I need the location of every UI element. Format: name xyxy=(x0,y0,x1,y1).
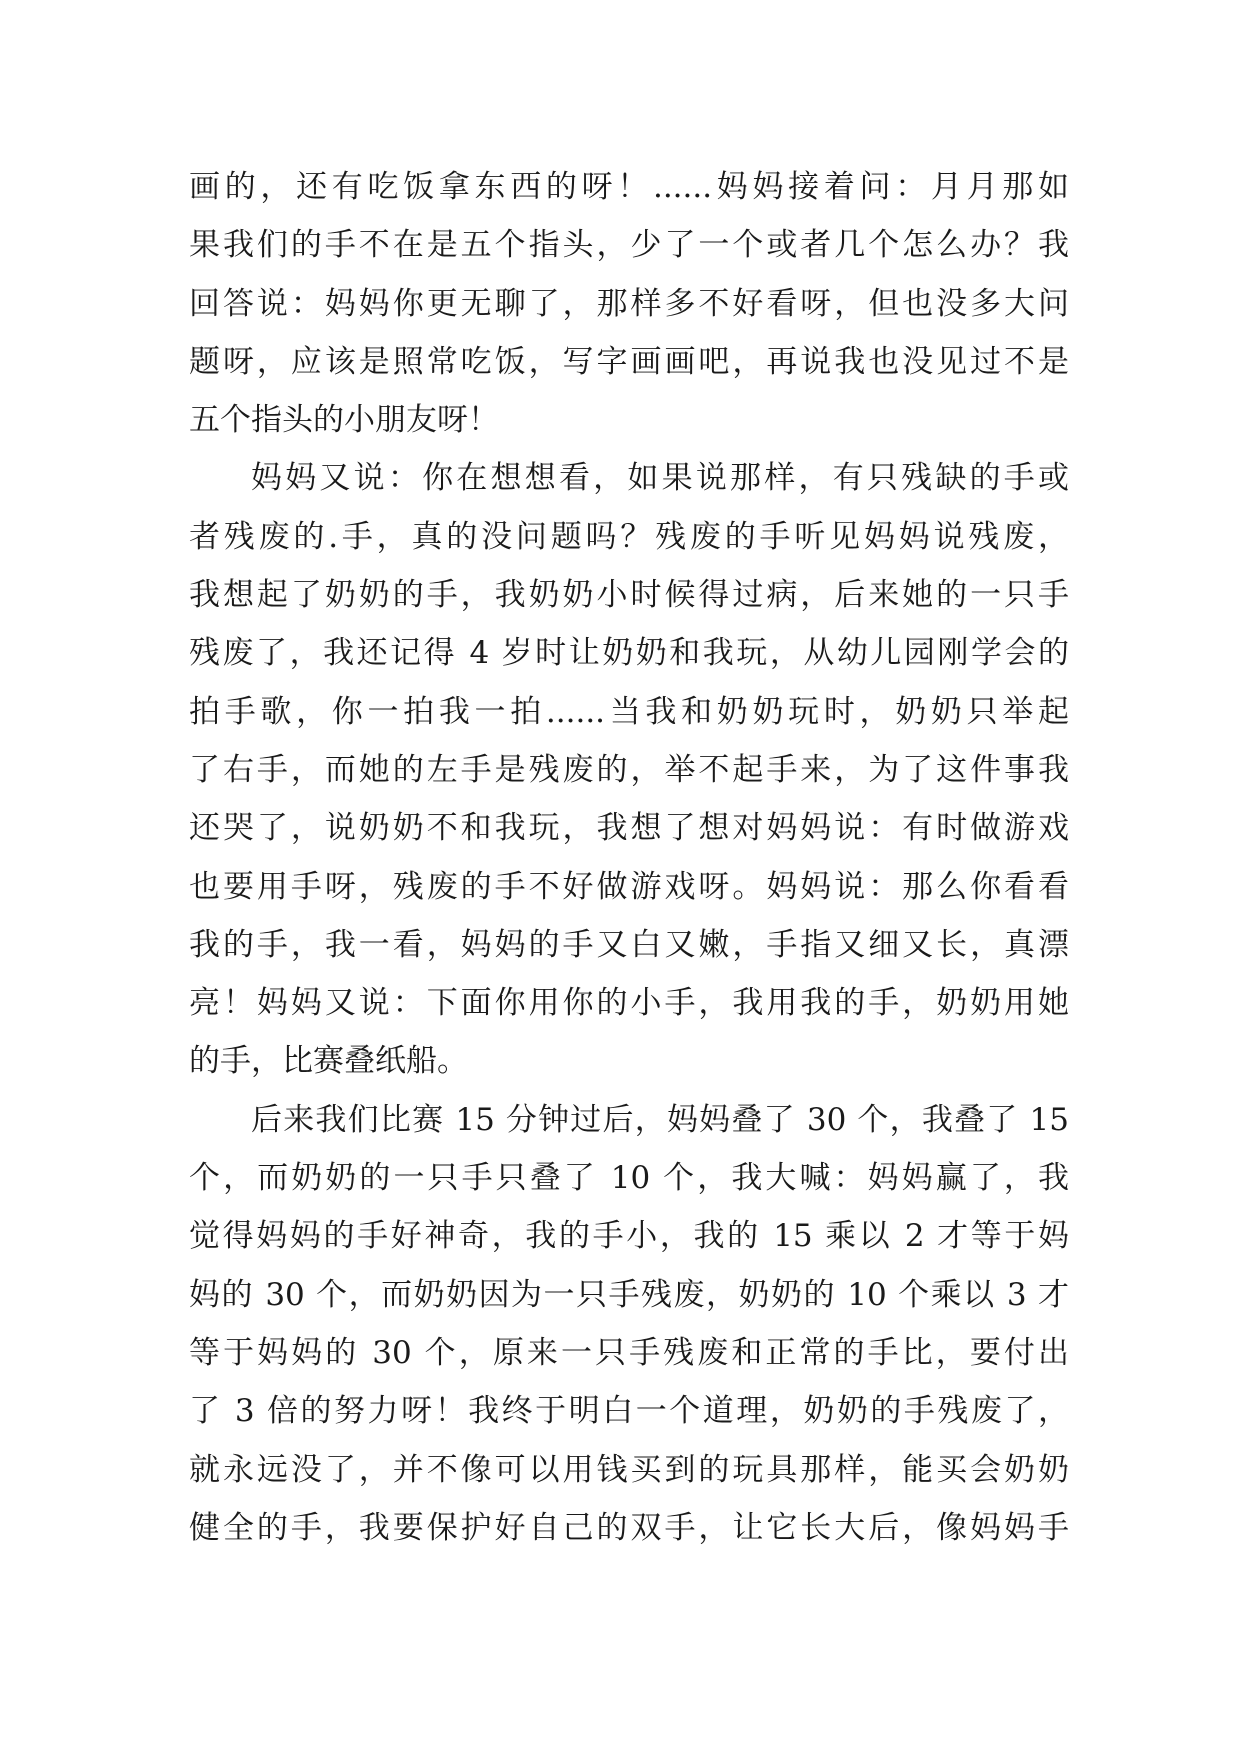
text-line: 妈的 30 个，而奶奶因为一只手残废，奶奶的 10 个乘以 3 才 xyxy=(189,1276,1069,1313)
text-line: 我的手，我一看，妈妈的手又白又嫩，手指又细又长，真漂 xyxy=(189,926,1069,963)
text-line: 回答说：妈妈你更无聊了，那样多不好看呀，但也没多大问 xyxy=(189,285,1069,322)
text-line: 了 3 倍的努力呀！我终于明白一个道理，奶奶的手残废了， xyxy=(189,1393,1069,1430)
text-line: 了右手，而她的左手是残废的，举不起手来，为了这件事我 xyxy=(189,751,1069,788)
text-line: 健全的手，我要保护好自己的双手，让它长大后，像妈妈手 xyxy=(189,1509,1069,1546)
text-line: 五个指头的小朋友呀！ xyxy=(189,402,499,439)
text-line: 个，而奶奶的一只手只叠了 10 个，我大喊：妈妈赢了，我 xyxy=(189,1160,1069,1197)
text-line: 还哭了，说奶奶不和我玩，我想了想对妈妈说：有时做游戏 xyxy=(189,810,1069,847)
text-line: 等于妈妈的 30 个，原来一只手残废和正常的手比，要付出 xyxy=(189,1334,1069,1371)
text-line: 我想起了奶奶的手，我奶奶小时候得过病，后来她的一只手 xyxy=(189,577,1069,614)
text-line: 就永远没了，并不像可以用钱买到的玩具那样，能买会奶奶 xyxy=(189,1451,1069,1488)
text-line: 亮！妈妈又说：下面你用你的小手，我用我的手，奶奶用她 xyxy=(189,985,1069,1022)
body-text xyxy=(189,158,1069,1557)
text-line: 觉得妈妈的手好神奇，我的手小，我的 15 乘以 2 才等于妈 xyxy=(189,1218,1069,1255)
text-line: 果我们的手不在是五个指头，少了一个或者几个怎么办？我 xyxy=(189,227,1069,264)
text-line: 后来我们比赛 15 分钟过后，妈妈叠了 30 个，我叠了 15 xyxy=(251,1101,1069,1138)
text-line: 残废了，我还记得 4 岁时让奶奶和我玩，从幼儿园刚学会的 xyxy=(189,635,1069,672)
text-line: 拍手歌，你一拍我一拍......当我和奶奶玩时，奶奶只举起 xyxy=(189,693,1069,730)
text-line: 妈妈又说：你在想想看，如果说那样，有只残缺的手或 xyxy=(251,460,1069,497)
text-line: 画的，还有吃饭拿东西的呀！......妈妈接着问：月月那如 xyxy=(189,169,1069,205)
text-line: 也要用手呀，残废的手不好做游戏呀。妈妈说：那么你看看 xyxy=(189,868,1069,905)
text-line: 的手，比赛叠纸船。 xyxy=(189,1043,468,1080)
text-line: 者残废的.手，真的没问题吗？残废的手听见妈妈说残废， xyxy=(189,518,1069,555)
text-line: 题呀，应该是照常吃饭，写字画画吧，再说我也没见过不是 xyxy=(189,343,1069,380)
